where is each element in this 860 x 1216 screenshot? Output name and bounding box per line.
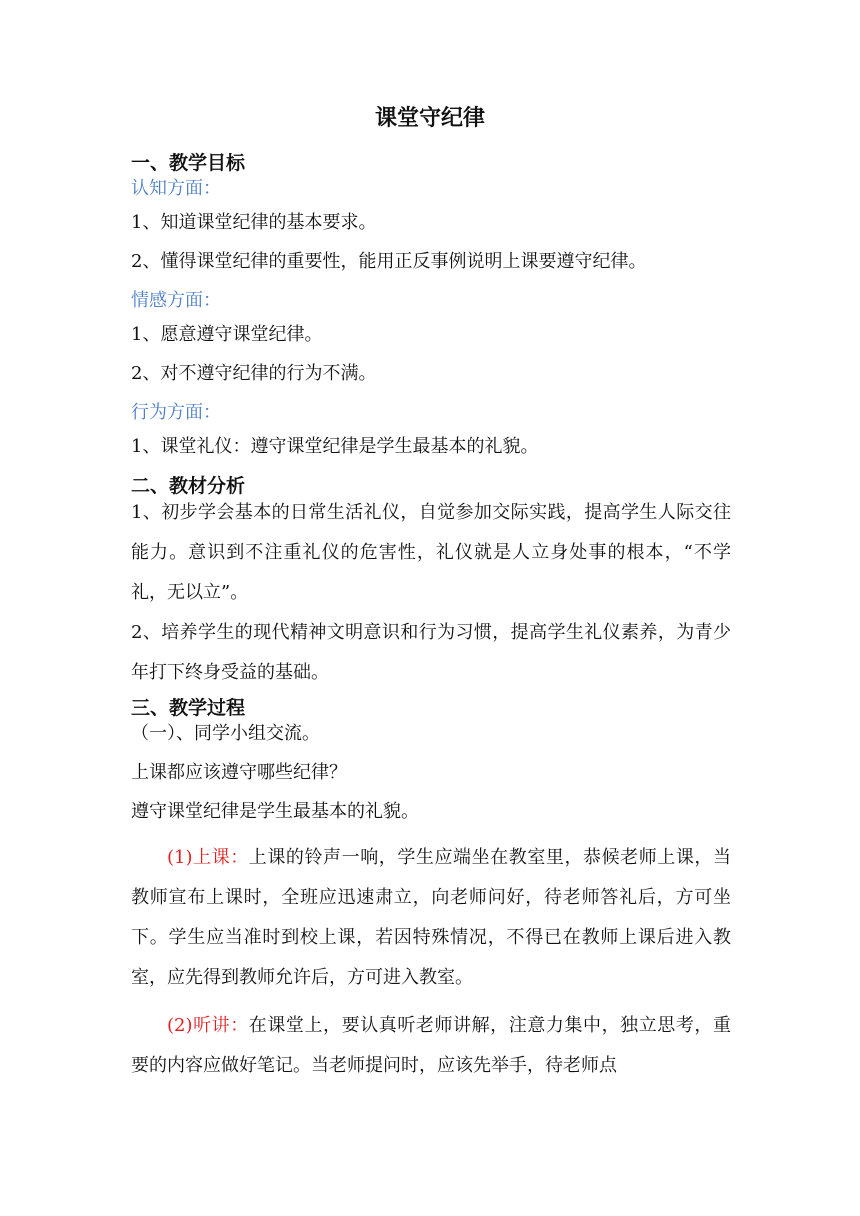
objective-emotional-2: 2、对不遵守纪律的行为不满。 xyxy=(131,363,377,384)
objective-cognitive-1: 1、知道课堂纪律的基本要求。 xyxy=(131,212,377,233)
rule-item-listen-label: (2)听讲： xyxy=(167,1015,249,1036)
subheading-behavioral: 行为方面： xyxy=(131,402,221,423)
objective-emotional-1: 1、愿意遵守课堂纪律。 xyxy=(131,324,323,345)
objective-behavioral-1: 1、课堂礼仪：遵守课堂纪律是学生最基本的礼貌。 xyxy=(131,436,539,457)
subheading-emotional: 情感方面： xyxy=(131,290,221,311)
section-heading-objectives: 一、教学目标 xyxy=(131,152,246,174)
rule-item-class-text: 上课的铃声一响，学生应端坐在教室里，恭候老师上课，当教师宣布上课时，全班应迅速肃立，向老师问好，待老师答礼后，方可坐下。学生应当准时到校上课，若因特殊情况，不得已在教师上课后进入教室，应先得到教师允许后，方可进入教室。 xyxy=(131,847,732,988)
document-body xyxy=(131,150,731,1086)
analysis-paragraph-2: 2、培养学生的现代精神文明意识和行为习惯，提高学生礼仪素养，为青少年打下终身受益的基础。 xyxy=(131,622,731,683)
process-step-1: （一）、同学小组交流。 xyxy=(131,723,320,744)
process-answer: 遵守课堂纪律是学生最基本的礼貌。 xyxy=(131,801,419,822)
rule-item-class-label: (1)上课： xyxy=(167,847,249,868)
analysis-paragraph-1: 1、初步学会基本的日常生活礼仪，自觉参加交际实践，提高学生人际交往能力。意识到不注重礼仪的危害性，礼仪就是人立身处事的根本，“不学礼，无以立”。 xyxy=(131,502,731,603)
section-heading-analysis: 二、教材分析 xyxy=(131,475,246,497)
section-heading-process: 三、教学过程 xyxy=(131,697,246,719)
rule-item-listen-text: 在课堂上，要认真听老师讲解，注意力集中，独立思考，重要的内容应做好笔记。当老师提问时，应该先举手，待老师点 xyxy=(131,1015,732,1076)
objective-cognitive-2: 2、懂得课堂纪律的重要性，能用正反事例说明上课要遵守纪律。 xyxy=(131,251,647,272)
rule-item-class xyxy=(131,838,731,998)
subheading-cognitive: 认知方面： xyxy=(131,178,221,199)
page-title: 课堂守纪律 xyxy=(374,106,485,131)
rule-item-listen xyxy=(131,1006,731,1086)
process-question: 上课都应该遵守哪些纪律？ xyxy=(131,762,347,783)
